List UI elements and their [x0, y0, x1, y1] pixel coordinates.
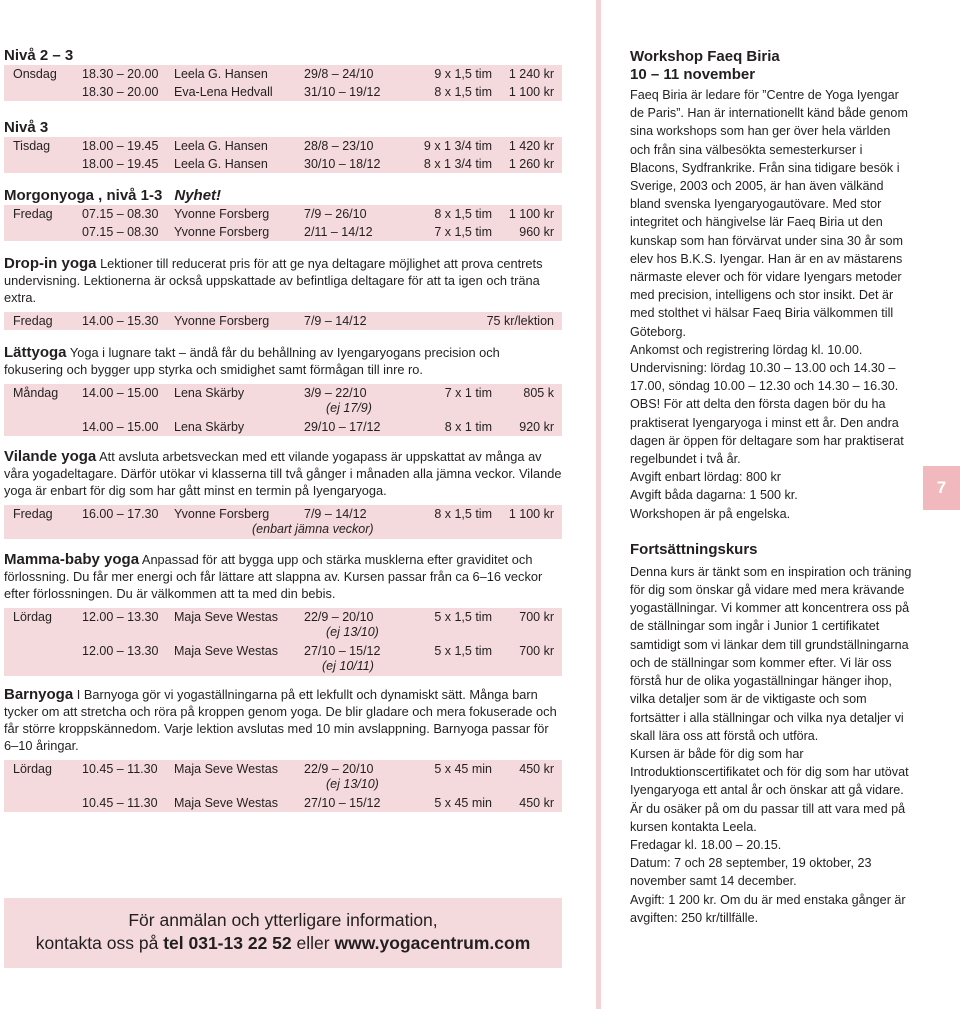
- barnyoga-description: Barnyoga I Barnyoga gör vi yogaställningarna på ett lekfullt och dynamiskt sätt. Många barn tycker om att stretcha och röra på kroppen genom yoga. De blir gladare och mera fokuserade och får större kroppskännedom. Varje lektion avslutas med 10 min avslappning. Barnyoga passar för 6–10 åringar.: [4, 686, 557, 753]
- fortsattning-line: Datum: 7 och 28 september, 19 oktober, 23 november samt 14 december.: [630, 856, 872, 889]
- fortsattning-body: Denna kurs är tänkt som en inspiration och träning för dig som önskar gå vidare med mera krävande yogaställningar. Vi kommer att koncentrera oss på de ställningar som ingår i Junior 1 certifikatet samtidigt som vi länkar dem till grundställningarna och de ställningar som kommer efter. Vi lär oss förstå hur de olika yogaställningar hänger ihop, vilka detaljer som är de viktigaste och som fortsätter i alla ställningar och vilka nya detaljer vi skall lära oss att förstå och utföra.: [630, 564, 912, 743]
- workshop-line: Avgift båda dagarna: 1 500 kr.: [630, 488, 798, 503]
- table-row: 07.15 – 08.30 Yvonne Forsberg 2/11 – 14/12 7 x 1,5 tim 960 kr: [4, 223, 562, 241]
- table-row: Lördag 10.45 – 11.30 Maja Seve Westas 22/9 – 20/10 5 x 45 min 450 kr (ej 13/10): [4, 760, 562, 794]
- mamma-baby-description: Mamma-baby yoga Anpassad för att bygga upp och stärka musklerna efter graviditet och förlossning. Du får mer energi och får lättare att slappna av. Kursen passar från ca 6–16 veckor efter förlossningen. Du är välkommen att ta med din bebis.: [4, 551, 543, 601]
- contact-line-1: För anmälan och ytterligare information,: [128, 910, 438, 930]
- table-row: Tisdag 18.00 – 19.45 Leela G. Hansen 28/8 – 23/10 9 x 1 3/4 tim 1 420 kr: [4, 137, 562, 155]
- table-row: 18.30 – 20.00 Eva-Lena Hedvall 31/10 – 19/12 8 x 1,5 tim 1 100 kr: [4, 83, 562, 101]
- section-title-morgonyoga: Morgonyoga , nivå 1-3 Nyhet!: [4, 187, 222, 204]
- workshop-line: Workshopen är på engelska.: [630, 506, 791, 521]
- workshop-title: Workshop Faeq Biria: [630, 48, 780, 65]
- table-row: Onsdag 18.30 – 20.00 Leela G. Hansen 29/8 – 24/10 9 x 1,5 tim 1 240 kr: [4, 65, 562, 83]
- lattyoga-description: Lättyoga Yoga i lugnare takt – ändå får du behållning av Iyengaryogans precision och fokusering och bygger upp styrka och smidighet samt förmågan till inre ro.: [4, 344, 500, 377]
- workshop-body: Faeq Biria är ledare för ”Centre de Yoga Iyengar de Paris”. Han är internationellt känd både genom sina workshops som han ger över hela världen och från sina välbesökta semesterkurser i Blacons, Sydfrankrike. Från sina tidigare besök i Sverige, 2003 och 2005, är han även välkänd bland svenska Iyengaryogautövare. Med stor integritet och hängivelse lär Faeq Biria ut den kunskap som han förvärvat under sina 30 år som elev hos B.K.S. Iyengar. Han är en av mästarens närmaste elever och för vidare Iyengars metoder med precision, intelligens och stor insikt. Det är med stolthet vi hälsar Faeq Biria välkommen till Göteborg.: [630, 88, 908, 339]
- contact-box: [4, 898, 562, 968]
- workshop-line: Avgift enbart lördag: 800 kr: [630, 470, 781, 485]
- section-title-niva-3: Nivå 3: [4, 119, 49, 136]
- table-row: Måndag 14.00 – 15.00 Lena Skärby 3/9 – 22/10 7 x 1 tim 805 k (ej 17/9): [4, 384, 562, 418]
- schedule-column: [4, 46, 562, 812]
- table-row: Fredag 16.00 – 17.30 Yvonne Forsberg 7/9 – 14/12 8 x 1,5 tim 1 100 kr (enbart jämna veckor): [4, 505, 562, 539]
- table-row: 14.00 – 15.00 Lena Skärby 29/10 – 17/12 8 x 1 tim 920 kr: [4, 418, 562, 436]
- workshop-line: Ankomst och registrering lördag kl. 10.00.: [630, 342, 863, 357]
- table-row: Fredag 14.00 – 15.30 Yvonne Forsberg 7/9 – 14/12 75 kr/lektion: [4, 312, 562, 330]
- workshop-line: Undervisning: lördag 10.30 – 13.00 och 14.30 – 17.00, söndag 10.00 – 12.30 och 14.30 – 16.30.: [630, 361, 899, 394]
- column-divider: [596, 0, 601, 1009]
- table-row: 10.45 – 11.30 Maja Seve Westas 27/10 – 15/12 5 x 45 min 450 kr: [4, 794, 562, 812]
- fortsattning-body: Kursen är både för dig som har Introduktionscertifikatet och för dig som har utövat Iyengaryoga ett antal år och önskar att gå vidare. Är du osäker på om du passar till att vara med på kursen kontakta Leela.: [630, 746, 909, 834]
- fortsattning-line: Fredagar kl. 18.00 – 20.15.: [630, 837, 782, 852]
- table-row: 18.00 – 19.45 Leela G. Hansen 30/10 – 18/12 8 x 1 3/4 tim 1 260 kr: [4, 155, 562, 173]
- fortsattning-line: Avgift: 1 200 kr. Om du är med enstaka gånger är avgiften: 250 kr/tillfälle.: [630, 892, 906, 925]
- workshop-dates: 10 – 11 november: [630, 66, 756, 83]
- phone-link[interactable]: tel 031-13 22 52: [163, 933, 292, 953]
- contact-line-2: kontakta oss på tel 031-13 22 52 eller www.yogacentrum.com: [35, 933, 531, 953]
- vilande-description: Vilande yoga Att avsluta arbetsveckan med ett vilande yogapass är uppskattat av många av våra yogadeltagare. Därför utökar vi klasserna till två gånger i månaden alla jämna veckor. Vilande yoga är enbart för dig som har gått minst en termin på Iyengaryoga.: [4, 448, 562, 498]
- website-link[interactable]: www.yogacentrum.com: [334, 933, 531, 953]
- fortsattning-title: Fortsättningskurs: [630, 540, 758, 558]
- section-title-niva-2-3: Nivå 2 – 3: [4, 47, 74, 64]
- info-column: [630, 48, 914, 927]
- new-badge: Nyhet!: [174, 187, 222, 204]
- table-row: Fredag 07.15 – 08.30 Yvonne Forsberg 7/9 – 26/10 8 x 1,5 tim 1 100 kr: [4, 205, 562, 223]
- dropin-description: Drop-in yoga Lektioner till reducerat pris för att ge nya deltagare möjlighet att prova centrets undervisning. Lektionerna är också uppskattade av befintliga deltagare för att ta igen och träna extra.: [4, 255, 543, 305]
- page-number: 7: [923, 466, 960, 510]
- table-row: Lördag 12.00 – 13.30 Maja Seve Westas 22/9 – 20/10 5 x 1,5 tim 700 kr (ej 13/10): [4, 608, 562, 642]
- table-row: 12.00 – 13.30 Maja Seve Westas 27/10 – 15/12 5 x 1,5 tim 700 kr (ej 10/11): [4, 642, 562, 676]
- workshop-line: OBS! För att delta den första dagen bör du ha praktiserat Iyengaryoga i minst ett år. Den andra dagen är öppen för deltagare som har praktiserat regelbundet i två år.: [630, 397, 904, 467]
